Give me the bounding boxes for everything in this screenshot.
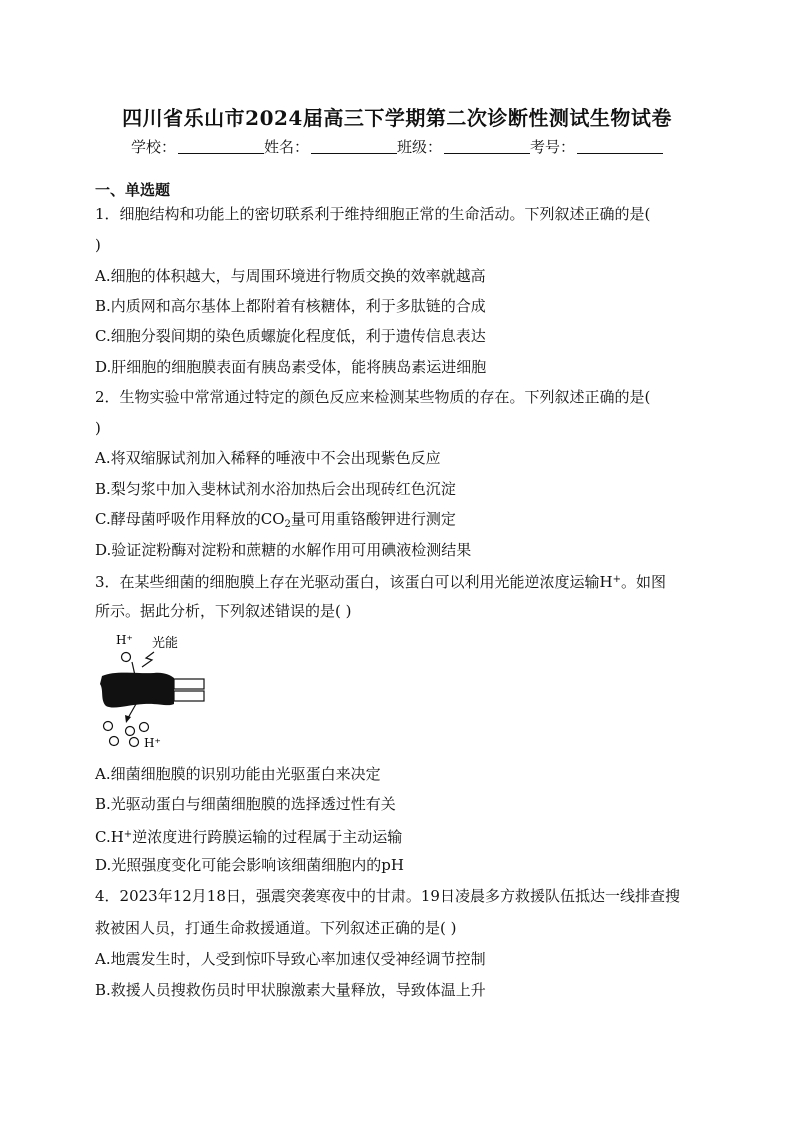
q3-stem-line-2: 所示。据此分析，下列叙述错误的是( ) bbox=[95, 602, 352, 620]
q3-stem-pre: 3．在某些细菌的细胞膜上存在光驱动蛋白，该蛋白可以利用光能逆浓度运输H bbox=[95, 573, 613, 591]
figure-bottom-h-label: H⁺ bbox=[144, 736, 161, 750]
q2-option-c-post: 量可用重铬酸钾进行测定 bbox=[290, 510, 456, 528]
q1-option-c: C.细胞分裂间期的染色质螺旋化程度低，利于遗传信息表达 bbox=[95, 327, 486, 345]
q1-option-d: D.肝细胞的细胞膜表面有胰岛素受体，能将胰岛素运进细胞 bbox=[95, 358, 487, 376]
q3-stem-line-1 bbox=[95, 570, 666, 592]
figure-top-h-label: H⁺ bbox=[116, 633, 133, 647]
q4-stem-line-2: 救被困人员，打通生命救援通道。下列叙述正确的是( ) bbox=[95, 919, 457, 937]
school-label: 学校： bbox=[130, 138, 176, 156]
q4-option-b: B.救援人员搜救伤员时甲状腺激素大量释放，导致体温上升 bbox=[95, 981, 486, 999]
q3-option-b: B.光驱动蛋白与细菌细胞膜的选择透过性有关 bbox=[95, 795, 396, 813]
q2-option-a: A.将双缩脲试剂加入稀释的唾液中不会出现紫色反应 bbox=[95, 449, 441, 467]
light-bolt-icon bbox=[142, 652, 154, 667]
proton-pump-figure bbox=[96, 630, 216, 756]
q3-option-c-post: 逆浓度进行跨膜运输的过程属于主动运输 bbox=[132, 828, 403, 846]
class-label: 班级： bbox=[397, 138, 443, 156]
section-heading: 一、单选题 bbox=[95, 181, 171, 199]
exam-title: 四川省乐山市2024届高三下学期第二次诊断性测试生物试卷 bbox=[122, 106, 672, 130]
q2-option-d: D.验证淀粉酶对淀粉和蔗糖的水解作用可用碘液检测结果 bbox=[95, 541, 472, 559]
q1-option-a: A.细胞的体积越大，与周围环境进行物质交换的效率就越高 bbox=[95, 267, 486, 285]
q1-stem-line-1: 1．细胞结构和功能上的密切联系利于维持细胞正常的生命活动。下列叙述正确的是( bbox=[95, 205, 651, 223]
bottom-proton-circle bbox=[130, 738, 139, 747]
name-label: 姓名： bbox=[263, 138, 309, 156]
q3-option-a: A.细菌细胞膜的识别功能由光驱蛋白来决定 bbox=[95, 765, 381, 783]
bottom-proton-circle bbox=[140, 723, 149, 732]
q4-stem-line-1: 4．2023年12月18日，强震突袭寒夜中的甘肃。19日凌晨多方救援队伍抵达一线排查搜 bbox=[95, 887, 680, 905]
top-proton-circle bbox=[122, 653, 131, 662]
q2-stem-line-2: ) bbox=[95, 419, 101, 437]
q3-option-d: D.光照强度变化可能会影响该细菌细胞内的pH bbox=[95, 856, 404, 874]
membrane-lower-layer bbox=[174, 691, 204, 701]
q3-option-c bbox=[95, 825, 402, 847]
name-field bbox=[264, 136, 397, 157]
q2-option-c-pre: C.酵母菌呼吸作用释放的CO bbox=[95, 510, 285, 528]
school-blank[interactable] bbox=[178, 139, 264, 154]
q1-stem-line-2: ) bbox=[95, 236, 101, 254]
student-info-row bbox=[0, 136, 794, 157]
class-field bbox=[397, 136, 530, 157]
exit-arrow-line bbox=[128, 704, 136, 718]
q2-option-b: B.梨匀浆中加入斐林试剂水浴加热后会出现砖红色沉淀 bbox=[95, 480, 456, 498]
q3-option-c-superscript: + bbox=[123, 829, 133, 840]
bottom-proton-circle bbox=[104, 722, 113, 731]
membrane-protein-shape bbox=[100, 673, 174, 708]
q3-option-c-pre: C.H bbox=[95, 828, 124, 846]
exit-arrow-head bbox=[125, 715, 131, 723]
bottom-proton-circle bbox=[110, 737, 119, 746]
exam-number-blank[interactable] bbox=[577, 139, 663, 154]
class-blank[interactable] bbox=[444, 139, 530, 154]
exam-number-field bbox=[530, 136, 663, 157]
bottom-proton-circle bbox=[126, 727, 135, 736]
q1-option-b: B.内质网和高尔基体上都附着有核糖体，利于多肽链的合成 bbox=[95, 297, 486, 315]
q2-option-c-subscript: 2 bbox=[284, 519, 291, 530]
q3-stem-superscript: + bbox=[612, 574, 622, 585]
q2-stem-line-1: 2．生物实验中常常通过特定的颜色反应来检测某些物质的存在。下列叙述正确的是( bbox=[95, 388, 651, 406]
proton-pump-diagram bbox=[96, 630, 216, 756]
membrane-upper-layer bbox=[174, 679, 204, 689]
figure-light-label: 光能 bbox=[152, 636, 179, 651]
q3-stem-post: 。如图 bbox=[621, 573, 667, 591]
exam-number-label: 考号： bbox=[530, 138, 576, 156]
school-field bbox=[131, 136, 264, 157]
name-blank[interactable] bbox=[311, 139, 397, 154]
q4-option-a: A.地震发生时，人受到惊吓导致心率加速仅受神经调节控制 bbox=[95, 950, 486, 968]
q2-option-c bbox=[95, 509, 456, 535]
